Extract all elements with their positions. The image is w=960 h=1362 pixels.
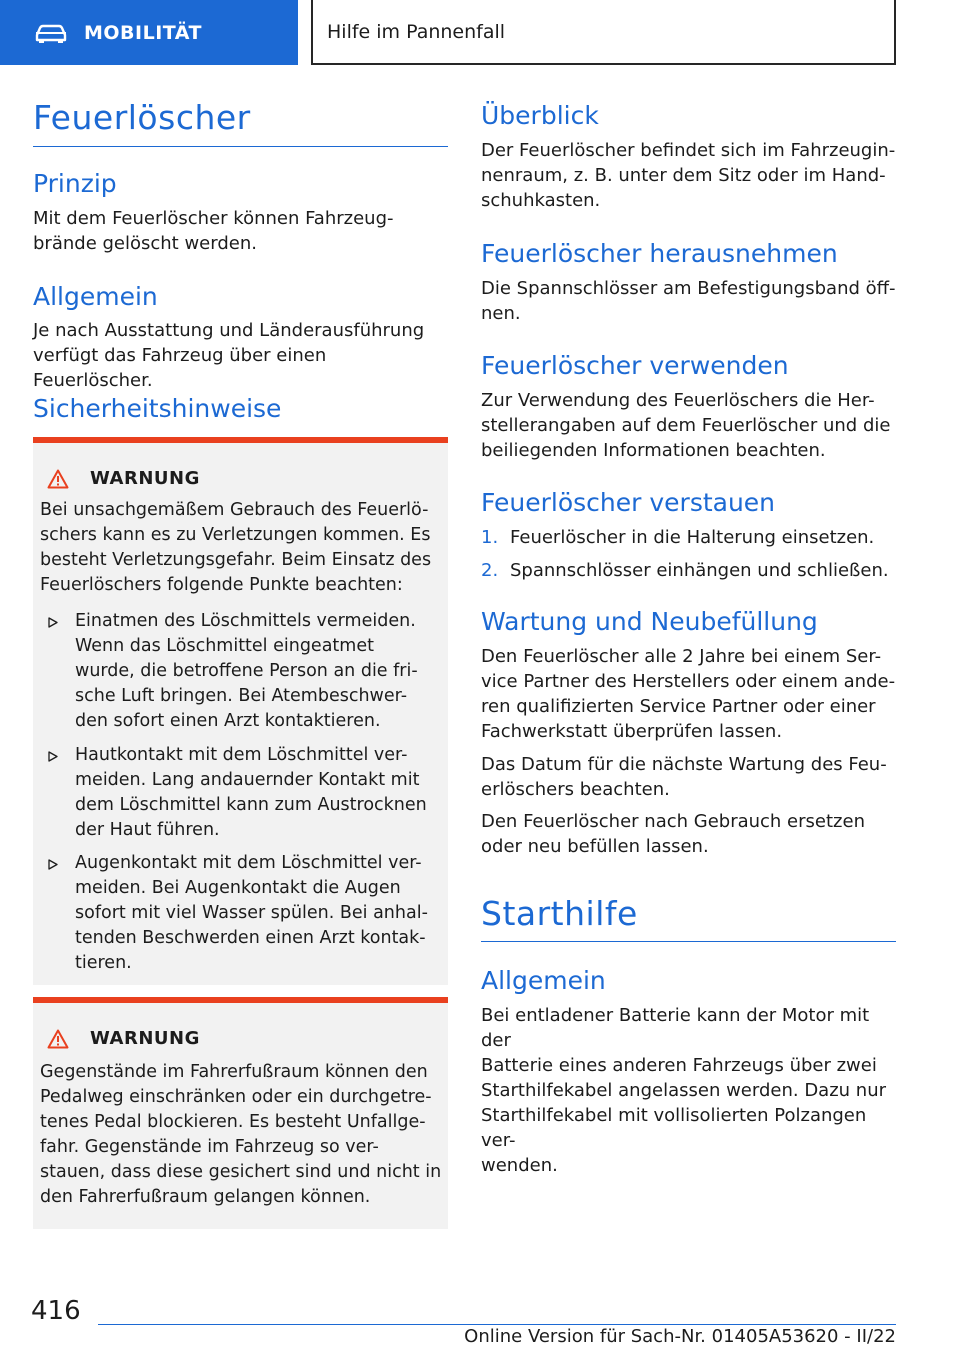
triangle-bullet-icon <box>48 859 58 870</box>
heading-ueberblick: Überblick <box>481 101 599 130</box>
footer-rule <box>98 1324 896 1325</box>
wartung-text: Den Feuerlöscher nach Gebrauch ersetzen oder neu befüllen lassen. <box>481 811 865 857</box>
chapter-label: Hilfe im Pannenfall <box>327 20 506 43</box>
header-section-tab <box>0 0 298 65</box>
list-text: Spannschlösser einhängen und schließen. <box>510 560 889 581</box>
triangle-bullet-icon <box>48 751 58 762</box>
warning-triangle-icon <box>47 469 69 489</box>
list-number: 2. <box>481 560 499 581</box>
footer-text: Online Version für Sach-Nr. 01405A53620 - II/22 <box>464 1326 896 1347</box>
heading-verstauen: Feuerlöscher verstauen <box>481 488 776 517</box>
ueberblick-text: Der Feuerlöscher befindet sich im Fahrzeugin- nenraum, z. B. unter dem Sitz oder im Hand- schuhkasten. <box>481 140 896 211</box>
warning-text: Gegenstände im Fahrerfußraum können den Pedalweg einschränken oder ein durchgetre- tenes Pedal blockieren. Es besteht Unfallge- fahr. Gegenstände im Fahrzeug so ver- stauen, dass diese gesichert sind und nicht in den Fahrerfußraum gelangen können. <box>40 1062 442 1207</box>
herausnehmen-text: Die Spannschlösser am Befestigungsband öff- nen. <box>481 278 896 324</box>
warning-text: Bei unsachgemäßem Gebrauch des Feuerlö- schers kann es zu Verletzungen kommen. Es besteht Verletzungsgefahr. Beim Einsatz des Feuerlöschers folgende Punkte beachten: <box>40 500 432 595</box>
heading-allgemein: Allgemein <box>33 282 158 311</box>
warning-triangle-icon <box>47 1029 69 1049</box>
prinzip-text: Mit dem Feuerlöscher können Fahrzeug- brände gelöscht werden. <box>33 208 394 254</box>
warning-label: WARNUNG <box>90 1028 200 1049</box>
list-number: 1. <box>481 527 499 548</box>
bullet-text: Augenkontakt mit dem Löschmittel ver- meiden. Bei Augenkontakt die Augen sofort mit viel Wasser spülen. Bei anhal- tenden Beschwerden einen Arzt kontak- tieren. <box>75 853 428 973</box>
allgemein-text: Je nach Ausstattung und Länderausführung verfügt das Fahrzeug über einen Feuerlöscher. <box>33 320 425 391</box>
heading-verwenden: Feuerlöscher verwenden <box>481 351 789 380</box>
heading-allgemein-starthilfe: Allgemein <box>481 966 606 995</box>
triangle-bullet-icon <box>48 617 58 628</box>
wartung-text: Den Feuerlöscher alle 2 Jahre bei einem Ser- vice Partner des Herstellers oder einem ande- ren qualifizierten Service Partner oder einer Fachwerkstatt überprüfen lassen. <box>481 646 896 742</box>
list-text: Feuerlöscher in die Halterung einsetzen. <box>510 527 875 548</box>
warning-box <box>33 437 448 985</box>
page-title: Feuerlöscher <box>33 98 251 137</box>
title-rule <box>481 941 896 942</box>
car-icon <box>34 23 68 43</box>
heading-herausnehmen: Feuerlöscher herausnehmen <box>481 239 838 268</box>
warning-label: WARNUNG <box>90 468 200 489</box>
heading-sicherheitshinweise: Sicherheitshinweise <box>33 394 282 423</box>
section-label: MOBILITÄT <box>84 21 202 44</box>
bullet-text: Einatmen des Löschmittels vermeiden. Wenn das Löschmittel eingeatmet wurde, die betroffene Person an die fri- sche Luft bringen. Bei Atembeschwer- den sofort einen Arzt kontaktieren. <box>75 611 418 731</box>
header-chapter-box <box>311 0 896 65</box>
verwenden-text: Zur Verwendung des Feuerlöschers die Her- stellerangaben auf dem Feuerlöscher und die beiliegenden Informationen beachten. <box>481 390 891 461</box>
section-title-starthilfe: Starthilfe <box>481 894 638 933</box>
warning-header <box>33 1028 200 1049</box>
page-number: 416 <box>31 1296 81 1326</box>
heading-prinzip: Prinzip <box>33 169 117 198</box>
heading-wartung: Wartung und Neubefüllung <box>481 607 818 636</box>
warning-box <box>33 997 448 1229</box>
starthilfe-text: Bei entladener Batterie kann der Motor mit der Batterie eines anderen Fahrzeugs über zwei Starthilfekabel angelassen werden. Dazu nur Starthilfekabel mit vollisolierten Polzangen ver- wenden. <box>481 1005 886 1176</box>
wartung-text: Das Datum für die nächste Wartung des Feu- erlöschers beachten. <box>481 754 887 800</box>
warning-header <box>33 468 200 489</box>
title-rule <box>33 146 448 147</box>
bullet-text: Hautkontakt mit dem Löschmittel ver- meiden. Lang andauernder Kontakt mit dem Löschmittel kann zum Austrocknen der Haut führen. <box>75 745 427 840</box>
